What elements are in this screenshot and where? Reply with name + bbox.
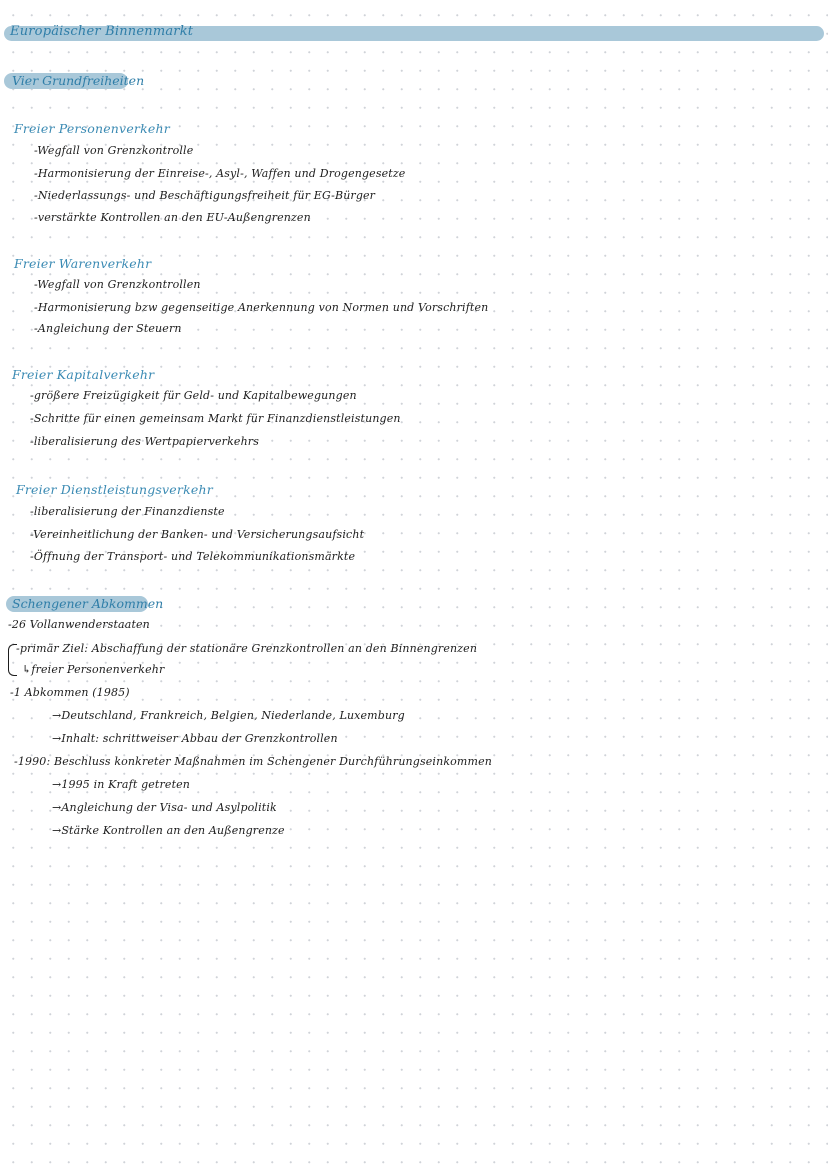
list-item: ↳freier Personenverkehr bbox=[22, 663, 165, 676]
list-item: -Öffnung der Transport- und Telekommunikationsmärkte bbox=[30, 550, 356, 563]
heading-dienstleistungsverkehr: Freier Dienstleistungsverkehr bbox=[16, 482, 213, 497]
list-item: -Vereinheitlichung der Banken- und Versicherungsaufsicht bbox=[30, 528, 365, 541]
heading-kapitalverkehr: Freier Kapitalverkehr bbox=[12, 367, 155, 382]
list-item: -verstärkte Kontrollen an den EU-Außengrenzen bbox=[34, 211, 311, 224]
heading-personenverkehr: Freier Personenverkehr bbox=[14, 121, 170, 136]
page-title: Europäischer Binnenmarkt bbox=[10, 24, 194, 39]
list-item: -primär Ziel: Abschaffung der stationäre Grenzkontrollen an den Binnengrenzen bbox=[16, 642, 478, 655]
list-item: -Schritte für einen gemeinsam Markt für Finanzdienstleistungen bbox=[30, 412, 401, 425]
list-item: -Wegfall von Grenzkontrollen bbox=[34, 278, 201, 291]
list-item: -Harmonisierung bzw gegenseitige Anerkennung von Normen und Vorschriften bbox=[34, 301, 489, 314]
list-item: →1995 in Kraft getreten bbox=[52, 778, 191, 791]
list-item: →Deutschland, Frankreich, Belgien, Niederlande, Luxemburg bbox=[52, 709, 405, 722]
list-item: -größere Freizügigkeit für Geld- und Kapitalbewegungen bbox=[30, 389, 357, 402]
list-item: -liberalisierung des Wertpapierverkehrs bbox=[30, 435, 260, 448]
list-item: →Inhalt: schrittweiser Abbau der Grenzkontrollen bbox=[52, 732, 338, 745]
list-item: -Niederlassungs- und Beschäftigungsfreiheit für EG-Bürger bbox=[34, 189, 376, 202]
list-item: -Angleichung der Steuern bbox=[34, 322, 182, 335]
list-item: -liberalisierung der Finanzdienste bbox=[30, 505, 225, 518]
heading-warenverkehr: Freier Warenverkehr bbox=[14, 256, 152, 271]
section-title-grundfreiheiten: Vier Grundfreiheiten bbox=[12, 73, 145, 88]
list-item: -Wegfall von Grenzkontrolle bbox=[34, 144, 194, 157]
section-title-schengen: Schengener Abkommen bbox=[12, 596, 164, 611]
list-item: -Harmonisierung der Einreise-, Asyl-, Waffen und Drogengesetze bbox=[34, 167, 406, 180]
list-item: -26 Vollanwenderstaaten bbox=[8, 618, 150, 631]
list-item: -1990: Beschluss konkreter Maßnahmen im Schengener Durchführungseinkommen bbox=[14, 755, 492, 768]
list-item: →Stärke Kontrollen an den Außengrenze bbox=[52, 824, 285, 837]
list-item: →Angleichung der Visa- und Asylpolitik bbox=[52, 801, 277, 814]
list-item: -1 Abkommen (1985) bbox=[10, 686, 130, 699]
